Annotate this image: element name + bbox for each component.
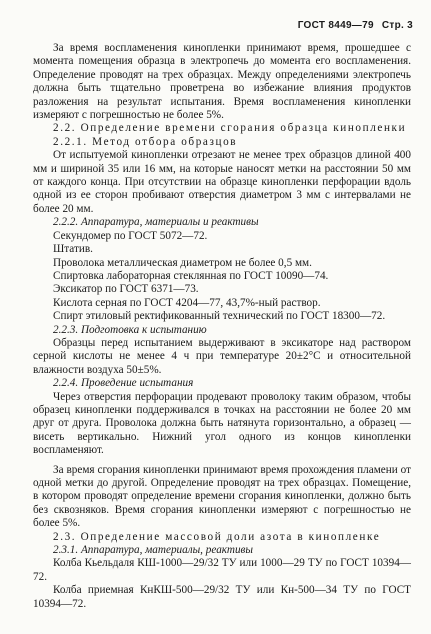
subsection-heading-2-2-3: 2.2.3. Подготовка к испытанию	[53, 323, 207, 336]
page-number: Стр. 3	[381, 20, 413, 31]
paragraph-preparation: Образцы перед испытанием выдерживают в эксикаторе над раствором серной кислоты не менее 4 ч при температуре 20±2°С и относительной влажности воздуха 50±5%.	[33, 336, 411, 376]
list-item: Штатив.	[53, 243, 93, 256]
paragraph-sampling: От испытуемой кинопленки отрезают не менее трех образцов длиной 400 мм и шириной 35 или 16 мм, на которые наносят метки на расстоянии 50 мм от каждого конца. При отсутствии на образце кинопленки перфорации вдоль одной из ее сторон пробивают отверстия диаметром 3 мм с интервалами не более 20 мм.	[33, 149, 411, 215]
list-item: Спирт этиловый ректификованный технический по ГОСТ 18300—72.	[53, 310, 386, 323]
subsection-heading-2-2-2: 2.2.2. Аппаратура, материалы и реактивы	[53, 216, 259, 229]
document-body	[33, 42, 411, 611]
subsection-heading-2-3-1: 2.3.1. Аппаратура, материалы, реактивы	[53, 544, 253, 557]
section-heading-2-2: 2.2. Определение времени сгорания образца кинопленки	[53, 122, 407, 135]
list-item: Колба Кьельдаля КШ-1000—29/32 ТУ или 1000—29 ТУ по ГОСТ 10394—72.	[33, 557, 411, 583]
paragraph-ignition-time: За время воспламенения кинопленки принимают время, прошедшее с момента помещения образца в электропечь до момента его воспламенения. Определение проводят на трех образцах. Между определениями электропечь должна быть тщательно проветрена во избежание влияния продуктов разложения на результат испытания. Время воспламенения кинопленки измеряют с погрешностью не более 5%.	[33, 42, 411, 122]
subsection-heading-2-2-1: 2.2.1. Метод отбора образцов	[53, 135, 238, 148]
section-heading-2-3: 2.3. Определение массовой доли азота в кинопленке	[53, 530, 381, 543]
list-item: Кислота серная по ГОСТ 4204—77, 43,7%-ный раствор.	[53, 296, 321, 309]
paragraph-procedure: Через отверстия перфорации продевают проволоку таким образом, чтобы образец кинопленки поддерживался в точках на расстоянии не более 20 мм друг от друга. Проволока должна быть натянута горизонтально, а образец — висеть вертикально. Нижний угол одного из концов кинопленки воспламеняют.	[33, 390, 411, 457]
list-item: Проволока металлическая диаметром не более 0,5 мм.	[53, 256, 312, 269]
list-item: Эксикатор по ГОСТ 6371—73.	[53, 283, 199, 296]
subsection-heading-2-2-4: 2.2.4. Проведение испытания	[53, 377, 194, 390]
list-item: Секундомер по ГОСТ 5072—72.	[53, 229, 208, 242]
paragraph-burning-time: За время сгорания кинопленки принимают время прохождения пламени от одной метки до другой. Определение проводят на трех образцах. Помещение, в котором проводят определение времени сгорания кинопленки, должно быть без сквозняков. Время сгорания кинопленки измеряют с погрешностью не более 5%.	[33, 463, 411, 530]
standard-number: ГОСТ 8449—79	[297, 20, 374, 31]
list-item: Колба приемная КнКШ-500—29/32 ТУ или Кн-500—34 ТУ по ГОСТ 10394—72.	[33, 584, 411, 610]
page-header	[298, 20, 413, 31]
list-item: Спиртовка лабораторная стеклянная по ГОСТ 10090—74.	[53, 269, 329, 282]
